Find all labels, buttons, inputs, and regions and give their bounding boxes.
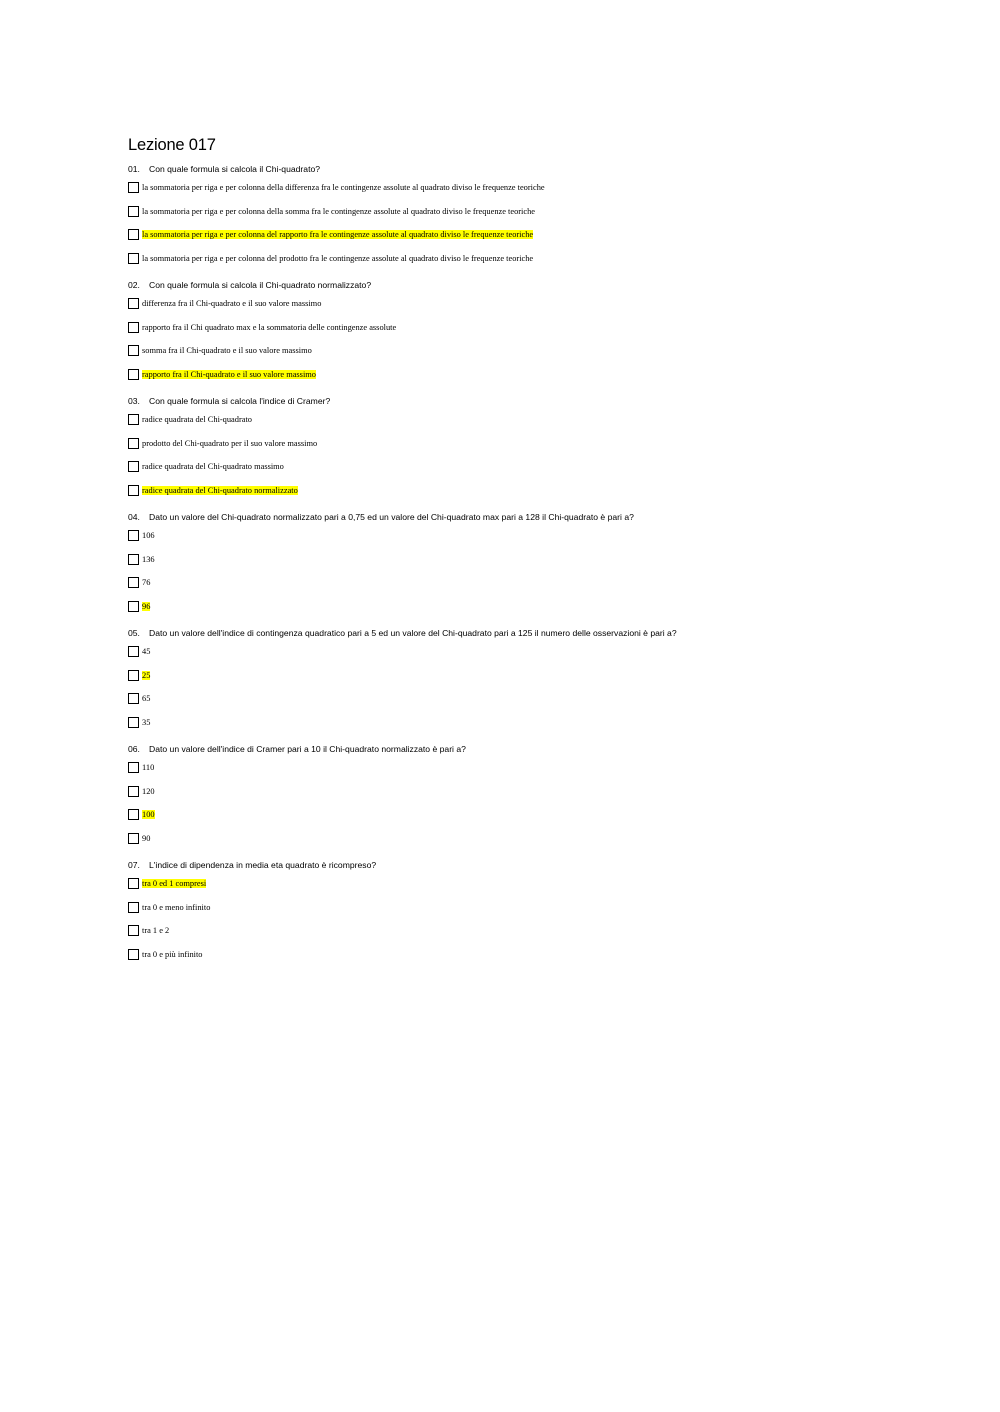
answer-checkbox[interactable] [128, 717, 139, 728]
answer-option[interactable] [128, 872, 948, 896]
answer-label: 76 [142, 578, 151, 588]
answer-label: la sommatoria per riga e per colonna della somma fra le contingenze assolute al quadrato diviso le frequenze teoriche [142, 206, 535, 216]
answer-checkbox[interactable] [128, 762, 139, 773]
answer-label: prodotto del Chi-quadrato per il suo valore massimo [142, 438, 318, 448]
answer-label-highlighted: la sommatoria per riga e per colonna del rapporto fra le contingenze assolute al quadrato diviso le frequenze teoriche [142, 230, 534, 240]
question-number: 06. [128, 744, 140, 754]
question-number: 04. [128, 512, 140, 522]
answer-option[interactable] [128, 943, 948, 967]
answer-label-highlighted: 100 [142, 810, 155, 820]
answer-label: somma fra il Chi-quadrato e il suo valore massimo [142, 346, 312, 356]
question-label: Dato un valore del Chi-quadrato normalizzato pari a 0,75 ed un valore del Chi-quadrato max pari a 128 il Chi-quadrato è pari a? [149, 512, 634, 522]
answer-checkbox[interactable] [128, 925, 139, 936]
question-spacer [128, 270, 948, 278]
question-spacer [128, 502, 948, 510]
answer-label: tra 0 e più infinito [142, 949, 203, 959]
answer-checkbox[interactable] [128, 229, 139, 240]
answer-label-highlighted: radice quadrata del Chi-quadrato normalizzato [142, 485, 298, 495]
question-text [128, 278, 948, 292]
answer-label-highlighted: 96 [142, 601, 151, 611]
answer-checkbox[interactable] [128, 461, 139, 472]
answer-checkbox[interactable] [128, 253, 139, 264]
answer-checkbox[interactable] [128, 298, 139, 309]
answer-option[interactable] [128, 408, 948, 432]
answer-label: 65 [142, 694, 151, 704]
question-5 [128, 626, 948, 742]
question-label: Dato un valore dell'indice di contingenza quadratico pari a 5 ed un valore del Chi-quadrato pari a 125 il numero delle osservazioni è pari a? [149, 628, 677, 638]
question-6 [128, 742, 948, 858]
question-3 [128, 394, 948, 510]
answer-option[interactable] [128, 780, 948, 804]
answer-option[interactable] [128, 432, 948, 456]
question-number: 02. [128, 280, 140, 290]
answer-label: 120 [142, 786, 155, 796]
question-label: Con quale formula si calcola il Chi-quadrato normalizzato? [149, 280, 372, 290]
question-text [128, 510, 948, 524]
answer-label: differenza fra il Chi-quadrato e il suo valore massimo [142, 299, 322, 309]
question-2 [128, 278, 948, 394]
question-label: Dato un valore dell'indice di Cramer pari a 10 il Chi-quadrato normalizzato è pari a? [149, 744, 466, 754]
answer-option[interactable] [128, 595, 948, 619]
question-text [128, 858, 948, 872]
answer-option[interactable] [128, 896, 948, 920]
answer-option[interactable] [128, 455, 948, 479]
answer-checkbox[interactable] [128, 646, 139, 657]
answer-label: 35 [142, 717, 151, 727]
answer-option[interactable] [128, 223, 948, 247]
question-text [128, 742, 948, 756]
answer-label-highlighted: tra 0 ed 1 compresi [142, 879, 207, 889]
question-list [128, 162, 948, 974]
answer-checkbox[interactable] [128, 833, 139, 844]
answer-checkbox[interactable] [128, 878, 139, 889]
answer-checkbox[interactable] [128, 670, 139, 681]
answer-checkbox[interactable] [128, 786, 139, 797]
question-spacer [128, 734, 948, 742]
answer-label: 106 [142, 531, 155, 541]
answer-checkbox[interactable] [128, 902, 139, 913]
question-4 [128, 510, 948, 626]
answer-option[interactable] [128, 803, 948, 827]
answer-label-highlighted: 25 [142, 670, 151, 680]
answer-option[interactable] [128, 339, 948, 363]
answer-label: 136 [142, 554, 155, 564]
quiz-page [128, 136, 948, 974]
question-text [128, 162, 948, 176]
answer-option[interactable] [128, 200, 948, 224]
question-number: 03. [128, 396, 140, 406]
answer-option[interactable] [128, 524, 948, 548]
answer-checkbox[interactable] [128, 554, 139, 565]
answer-option[interactable] [128, 316, 948, 340]
answer-checkbox[interactable] [128, 693, 139, 704]
answer-option[interactable] [128, 479, 948, 503]
answer-checkbox[interactable] [128, 485, 139, 496]
answer-option[interactable] [128, 571, 948, 595]
answer-option[interactable] [128, 292, 948, 316]
question-number: 07. [128, 860, 140, 870]
answer-option[interactable] [128, 247, 948, 271]
question-label: Con quale formula si calcola l'indice di Cramer? [149, 396, 331, 406]
question-label: L'indice di dipendenza in media eta quadrato è ricompreso? [149, 860, 377, 870]
answer-option[interactable] [128, 640, 948, 664]
answer-checkbox[interactable] [128, 438, 139, 449]
answer-label: 45 [142, 647, 151, 657]
answer-option[interactable] [128, 664, 948, 688]
answer-checkbox[interactable] [128, 206, 139, 217]
answer-label: 110 [142, 763, 155, 773]
answer-label: la sommatoria per riga e per colonna del prodotto fra le contingenze assolute al quadrato diviso le frequenze teoriche [142, 253, 534, 263]
answer-checkbox[interactable] [128, 949, 139, 960]
answer-option[interactable] [128, 548, 948, 572]
answer-checkbox[interactable] [128, 369, 139, 380]
question-1 [128, 162, 948, 278]
question-text [128, 394, 948, 408]
answer-checkbox[interactable] [128, 809, 139, 820]
question-number: 05. [128, 628, 140, 638]
answer-label: tra 1 e 2 [142, 926, 170, 936]
question-number: 01. [128, 164, 140, 174]
answer-option[interactable] [128, 756, 948, 780]
answer-option[interactable] [128, 919, 948, 943]
answer-label: rapporto fra il Chi quadrato max e la sommatoria delle contingenze assolute [142, 322, 397, 332]
answer-option[interactable] [128, 687, 948, 711]
question-label: Con quale formula si calcola il Chi-quadrato? [149, 164, 321, 174]
question-spacer [128, 618, 948, 626]
question-spacer [128, 850, 948, 858]
answer-checkbox[interactable] [128, 601, 139, 612]
answer-option[interactable] [128, 711, 948, 735]
answer-option[interactable] [128, 176, 948, 200]
answer-checkbox[interactable] [128, 530, 139, 541]
answer-label: radice quadrata del Chi-quadrato [142, 415, 252, 425]
answer-checkbox[interactable] [128, 345, 139, 356]
answer-checkbox[interactable] [128, 577, 139, 588]
answer-checkbox[interactable] [128, 414, 139, 425]
lesson-title: Lezione 017 [128, 136, 216, 154]
answer-label: tra 0 e meno infinito [142, 902, 211, 912]
answer-checkbox[interactable] [128, 322, 139, 333]
answer-label: la sommatoria per riga e per colonna della differenza fra le contingenze assolute al quadrato diviso le frequenze teoriche [142, 183, 545, 193]
question-text [128, 626, 948, 640]
answer-checkbox[interactable] [128, 182, 139, 193]
answer-label: 90 [142, 833, 151, 843]
question-7 [128, 858, 948, 974]
answer-label-highlighted: rapporto fra il Chi-quadrato e il suo valore massimo [142, 369, 316, 379]
answer-option[interactable] [128, 363, 948, 387]
question-spacer [128, 966, 948, 974]
answer-option[interactable] [128, 827, 948, 851]
question-spacer [128, 386, 948, 394]
answer-label: radice quadrata del Chi-quadrato massimo [142, 462, 284, 472]
